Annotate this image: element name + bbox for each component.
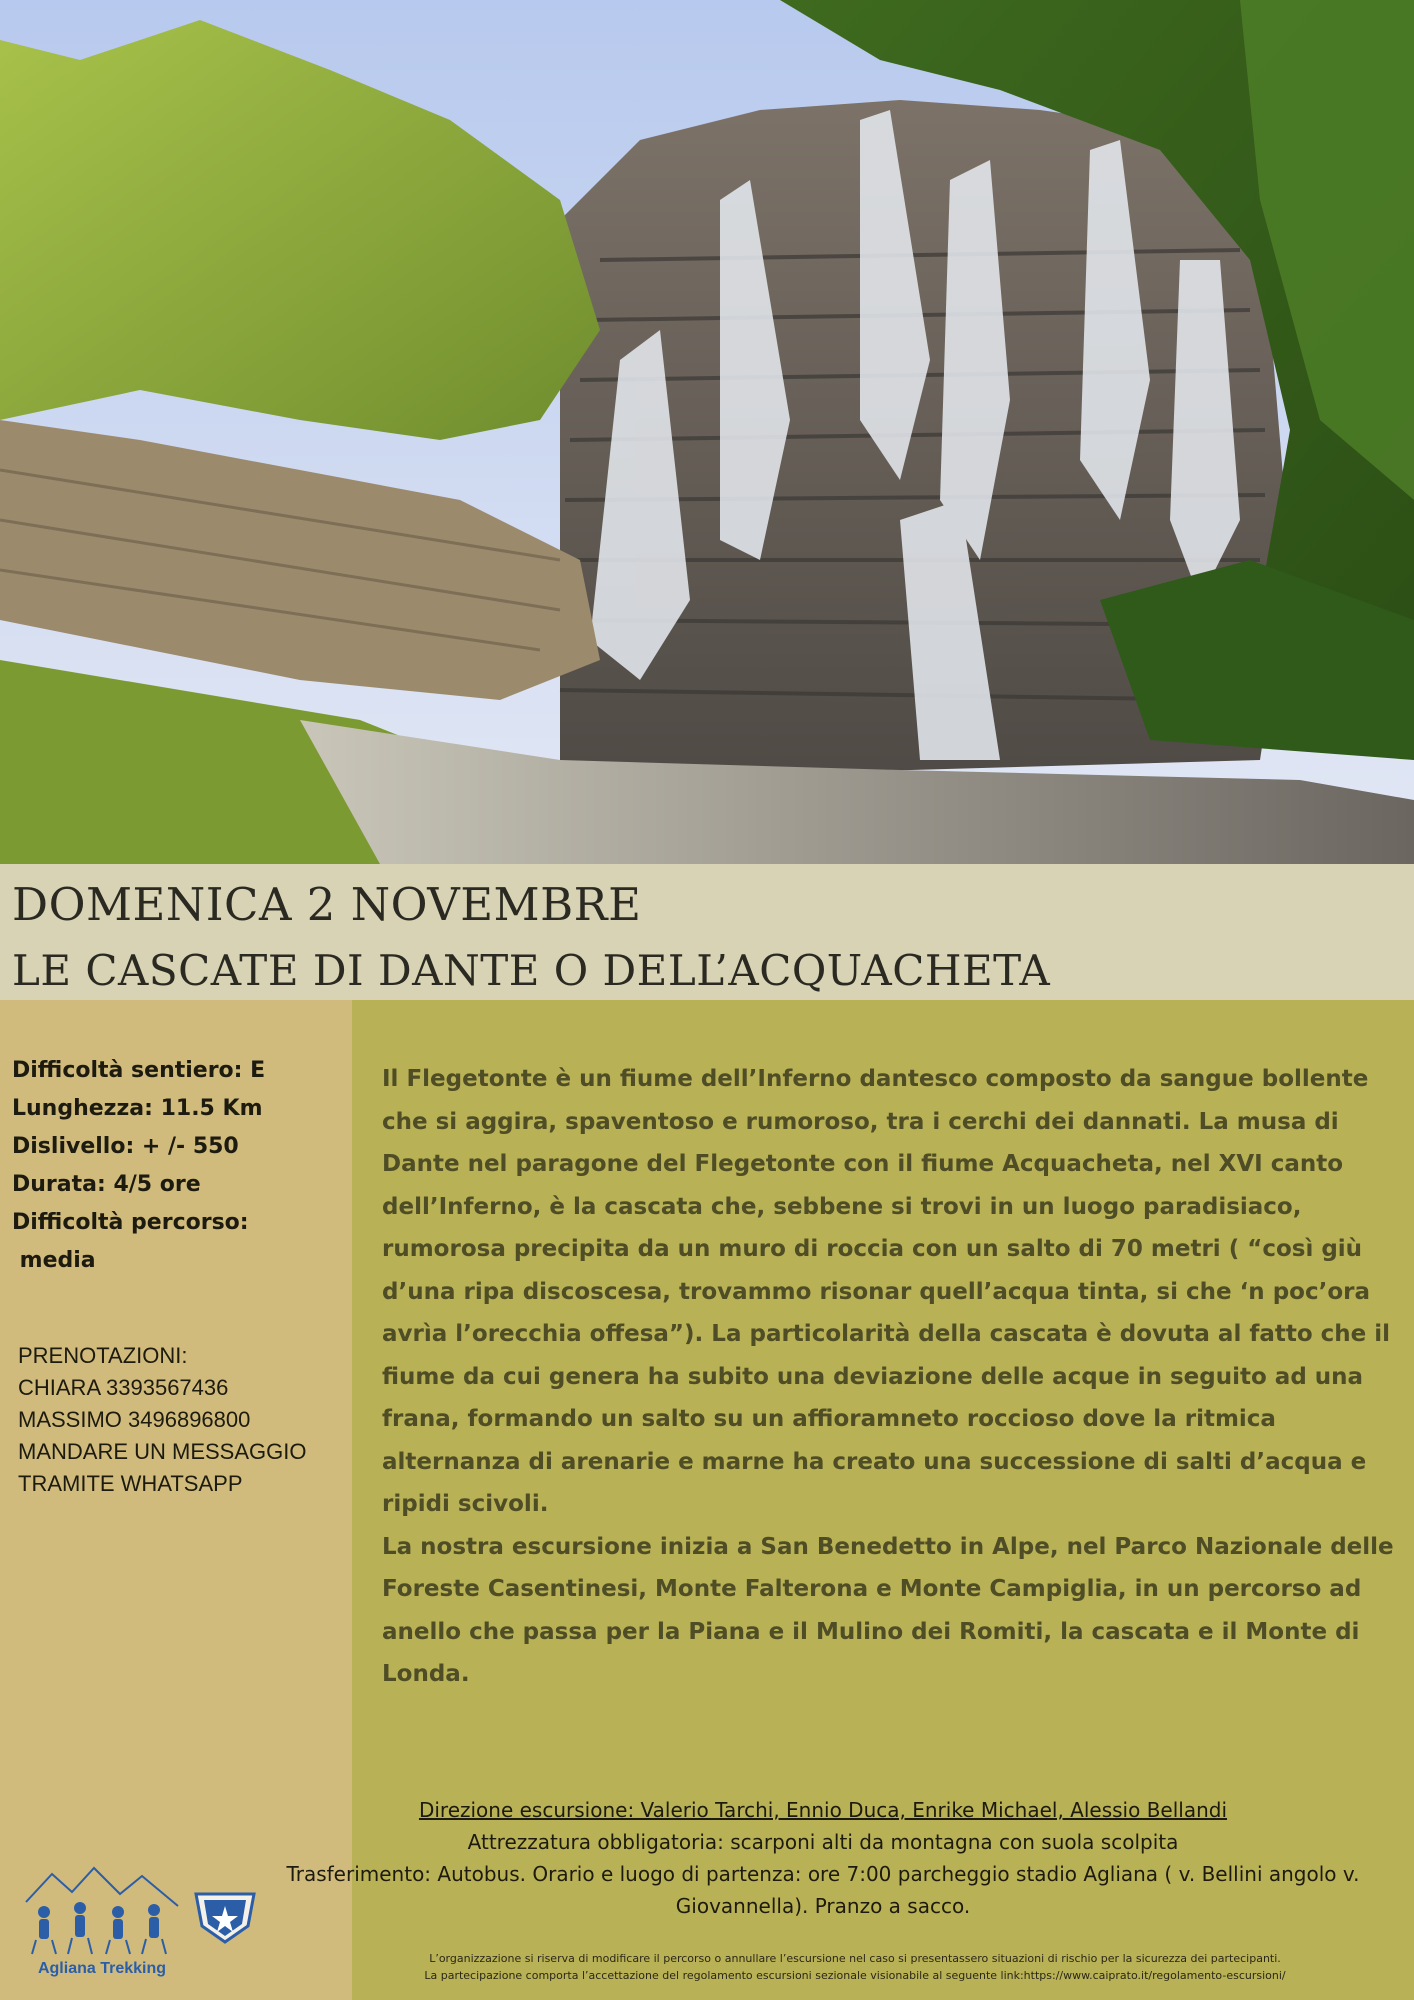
description-paragraph: Il Flegetonte è un fiume dell’Inferno dantesco composto da sangue bollente che si aggira, spaventoso e rumoroso, tra i cerchi dei dannati. La musa di Dante nel paragone del Flegetonte con il fiume Acquacheta, nel XVI canto dell’Inferno, è la cascata che, sebbene si trovi in un luogo paradisiaco, rumorosa precipita da un muro di roccia con un salto di 70 metri ( “così giù d’una ripa discoscesa, trovammo risonar quell’acqua tinta, si che ‘n poc’ora avrìa l’orecchia offesa”). La particolarità della cascata è dovuta al fatto che il fiume da cui genera ha subito una deviazione delle acque in seguito ad una frana, formando un salto su un affioramneto roccioso dove la ritmica alternanza di arenarie e marne ha creato una successione di salti d’acqua e ripidi scivoli. <box>382 1066 1391 1517</box>
spec-trail-difficulty: Difficoltà sentiero: E <box>12 1058 266 1083</box>
booking-note: MANDARE UN MESSAGGIO <box>18 1439 307 1464</box>
booking-contact: MASSIMO 3496896800 <box>18 1407 251 1432</box>
hike-leaders: Direzione escursione: Valerio Tarchi, Ennio Duca, Enrike Michael, Alessio Bellandi <box>418 1798 1228 1822</box>
cai-emblem-icon <box>190 1886 260 1946</box>
event-subtitle: LE CASCATE DI DANTE O DELL’ACQUACHETA <box>12 946 1051 995</box>
trekking-logo-label: Agliana Trekking <box>37 1960 167 1977</box>
required-equipment: Attrezzatura obbligatoria: scarponi alti da montagna con suola scolpita <box>467 1830 1179 1854</box>
event-description <box>382 1058 1402 1696</box>
spec-duration: Durata: 4/5 ore <box>12 1172 201 1197</box>
booking-heading: PRENOTAZIONI: <box>18 1343 188 1368</box>
spec-route-difficulty-value: media <box>12 1248 96 1273</box>
hike-specs <box>12 1052 342 1280</box>
disclaimer <box>300 1950 1410 1984</box>
event-date-title: DOMENICA 2 NOVEMBRE <box>12 878 642 931</box>
description-paragraph: La nostra escursione inizia a San Benedetto in Alpe, nel Parco Nazionale delle Foreste Casentinesi, Monte Falterona e Monte Campiglia, in un percorso ad anello che passa per la Piana e il Mulino dei Romiti, la cascata e il Monte di Londa. <box>382 1533 1394 1687</box>
spec-elevation: Dislivello: + /- 550 <box>12 1134 239 1159</box>
event-details-footer <box>268 1794 1378 1922</box>
booking-note: TRAMITE WHATSAPP <box>18 1471 243 1496</box>
transfer-info: Trasferimento: Autobus. Orario e luogo di partenza: ore 7:00 parcheggio stadio Agliana ( v. Bellini angolo v. Giovannella). Pranzo a sacco. <box>286 1862 1360 1918</box>
spec-length: Lunghezza: 11.5 Km <box>12 1096 263 1121</box>
spec-route-difficulty: Difficoltà percorso: <box>12 1210 249 1235</box>
booking-info <box>18 1340 348 1500</box>
waterfall-illustration <box>0 0 1414 864</box>
booking-contact: CHIARA 3393567436 <box>18 1375 229 1400</box>
disclaimer-line: L’organizzazione si riserva di modificare il percorso o annullare l’escursione nel caso si presentassero situazioni di rischio per la sicurezza dei partecipanti. <box>429 1952 1281 1965</box>
disclaimer-line: La partecipazione comporta l’accettazione del regolamento escursioni sezionale visionabile al seguente link:https://www.caiprato.it/regolamento-escursioni/ <box>424 1969 1286 1982</box>
waterfall-photo <box>0 0 1414 864</box>
